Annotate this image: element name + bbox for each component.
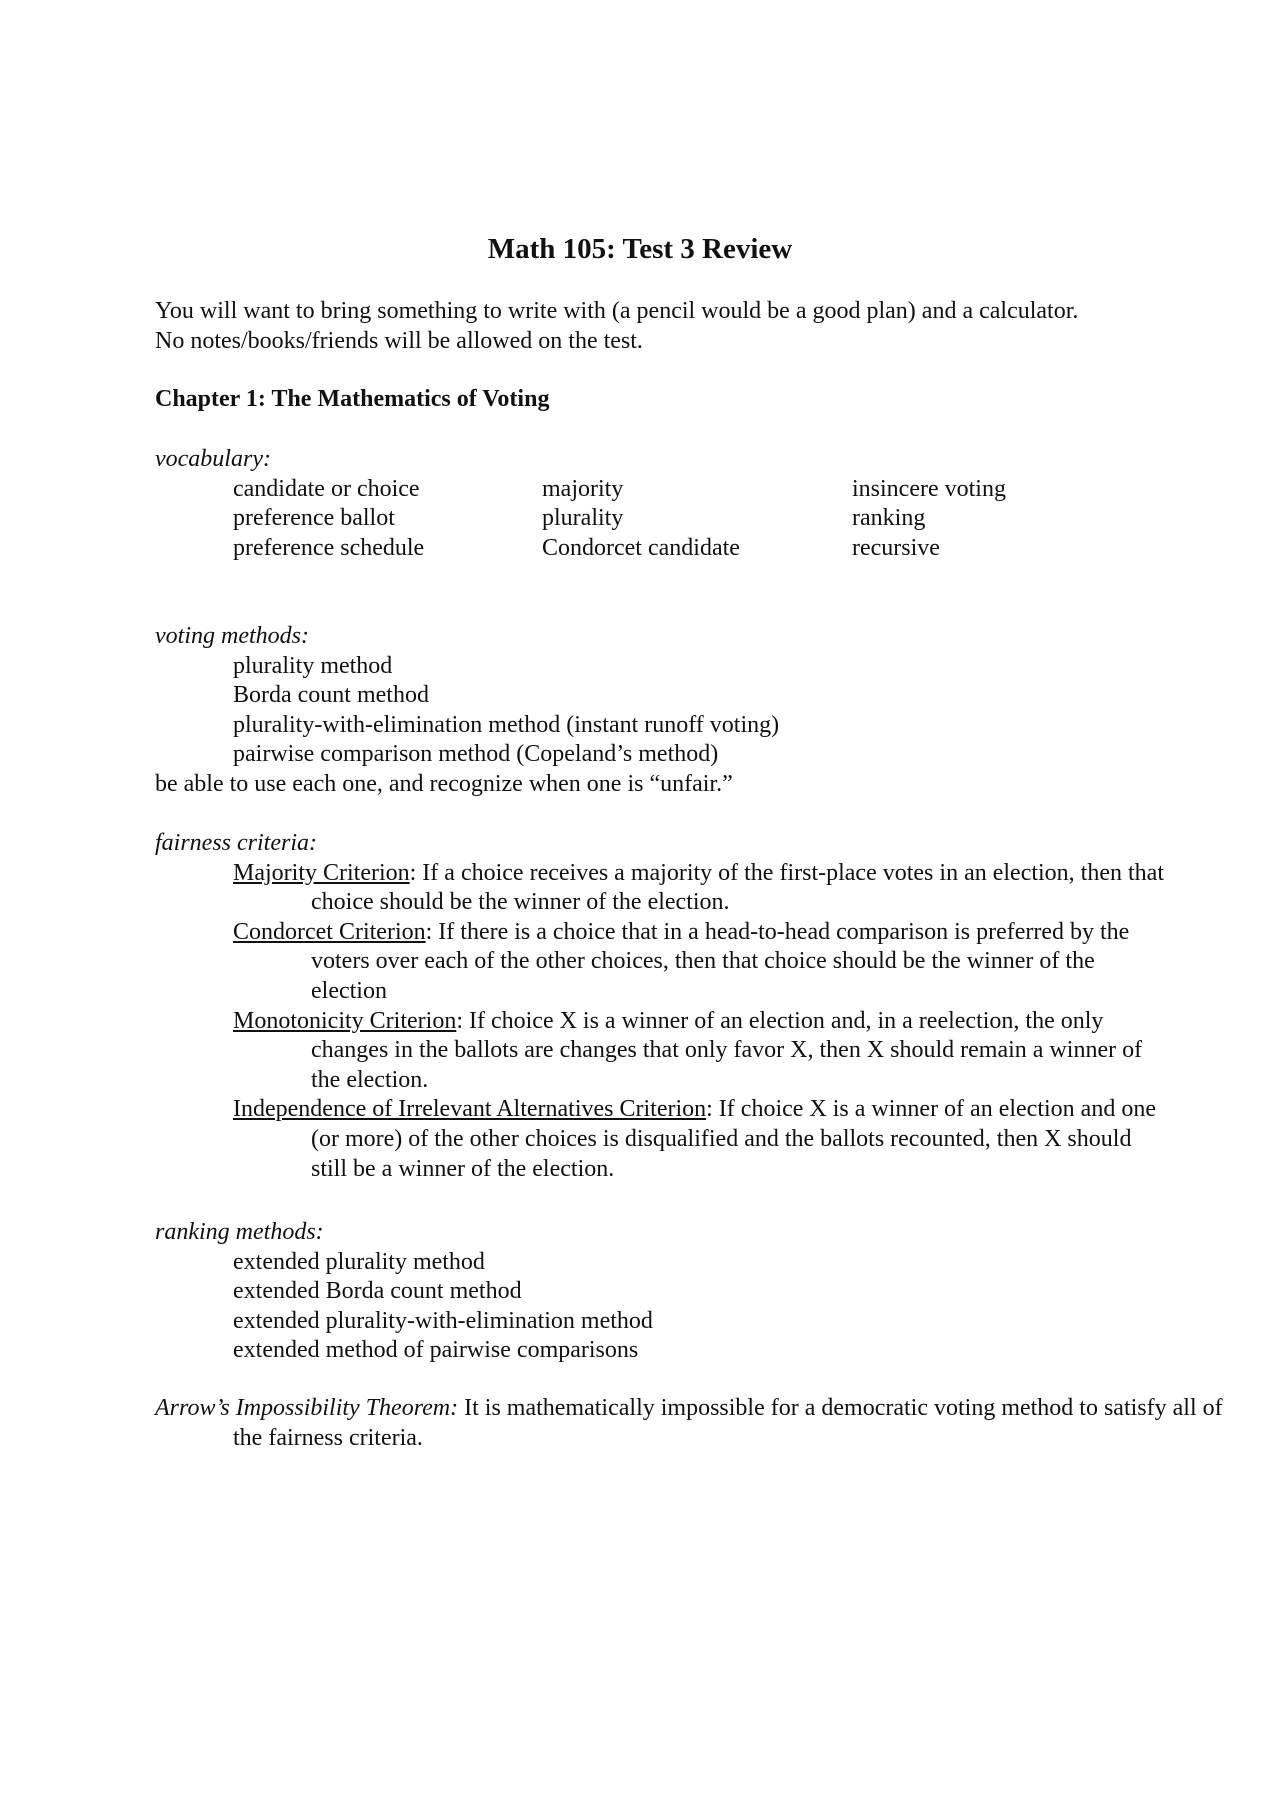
vocab-term: Condorcet candidate bbox=[542, 534, 740, 561]
criterion-name: Majority Criterion bbox=[233, 859, 410, 886]
voting-methods-label: voting methods: bbox=[155, 623, 309, 649]
criterion-majority bbox=[233, 859, 1165, 918]
vocab-term: recursive bbox=[852, 534, 940, 561]
ranking-method-item: extended plurality method bbox=[233, 1248, 485, 1275]
vocabulary-label: vocabulary: bbox=[155, 446, 271, 472]
intro-line: No notes/books/friends will be allowed on the test. bbox=[155, 327, 643, 354]
criterion-text: : If a choice receives a majority of the first-place votes in an election, then that choice should be the winner of the election. bbox=[311, 859, 1164, 916]
criterion-independence bbox=[233, 1095, 1165, 1184]
voting-method-item: plurality method bbox=[233, 652, 393, 679]
arrow-theorem bbox=[155, 1394, 1243, 1453]
chapter-heading: Chapter 1: The Mathematics of Voting bbox=[155, 386, 550, 412]
arrow-theorem-text: It is mathematically impossible for a democratic voting method to satisfy all of the fairness criteria. bbox=[233, 1395, 1223, 1451]
ranking-methods-section bbox=[155, 1218, 1165, 1366]
ranking-method-item: extended plurality-with-elimination method bbox=[233, 1307, 653, 1334]
criterion-name: Monotonicity Criterion bbox=[233, 1007, 457, 1034]
ranking-method-item: extended Borda count method bbox=[233, 1278, 522, 1305]
vocab-term: preference ballot bbox=[233, 505, 395, 532]
vocab-term: majority bbox=[542, 475, 624, 502]
voting-method-item: pairwise comparison method (Copeland’s method) bbox=[233, 741, 719, 768]
fairness-criteria-label: fairness criteria: bbox=[155, 830, 317, 856]
ranking-methods-label: ranking methods: bbox=[155, 1219, 324, 1245]
ranking-method-item: extended method of pairwise comparisons bbox=[233, 1337, 639, 1364]
voting-methods-section bbox=[155, 622, 1165, 770]
vocab-term: candidate or choice bbox=[233, 475, 420, 502]
vocab-term: preference schedule bbox=[233, 534, 425, 561]
criterion-name: Condorcet Criterion bbox=[233, 918, 426, 945]
criterion-condorcet bbox=[233, 918, 1165, 1007]
criterion-monotonicity bbox=[233, 1007, 1165, 1096]
vocabulary-grid bbox=[233, 475, 1165, 564]
intro-paragraph bbox=[155, 297, 1165, 356]
arrow-theorem-label: Arrow’s Impossibility Theorem: bbox=[155, 1395, 459, 1421]
page-title: Math 105: Test 3 Review bbox=[487, 233, 793, 265]
criterion-name: Independence of Irrelevant Alternatives Criterion bbox=[233, 1096, 707, 1123]
intro-line: You will want to bring something to write with (a pencil would be a good plan) and a calculator. bbox=[155, 298, 1079, 324]
vocab-term: plurality bbox=[542, 505, 624, 532]
voting-method-item: plurality-with-elimination method (instant runoff voting) bbox=[233, 711, 780, 738]
criterion-text: : If choice X is a winner of an election and one (or more) of the other choices is disqualified and the ballots recounted, then X should still be a winner of the election. bbox=[311, 1096, 1156, 1182]
criterion-text: : If choice X is a winner of an election and, in a reelection, the only changes in the ballots are changes that only favor X, then X should remain a winner of the election. bbox=[311, 1007, 1143, 1093]
fairness-criteria-section bbox=[155, 829, 1165, 1184]
vocab-term: ranking bbox=[852, 505, 926, 532]
vocab-term: insincere voting bbox=[852, 475, 1006, 502]
voting-method-item: Borda count method bbox=[233, 682, 429, 709]
able-note: be able to use each one, and recognize when one is “unfair.” bbox=[155, 771, 733, 797]
vocabulary-section bbox=[155, 445, 1165, 563]
criterion-text: : If there is a choice that in a head-to-head comparison is preferred by the voters over each of the other choices, then that choice should be the winner of the election bbox=[311, 918, 1130, 1004]
